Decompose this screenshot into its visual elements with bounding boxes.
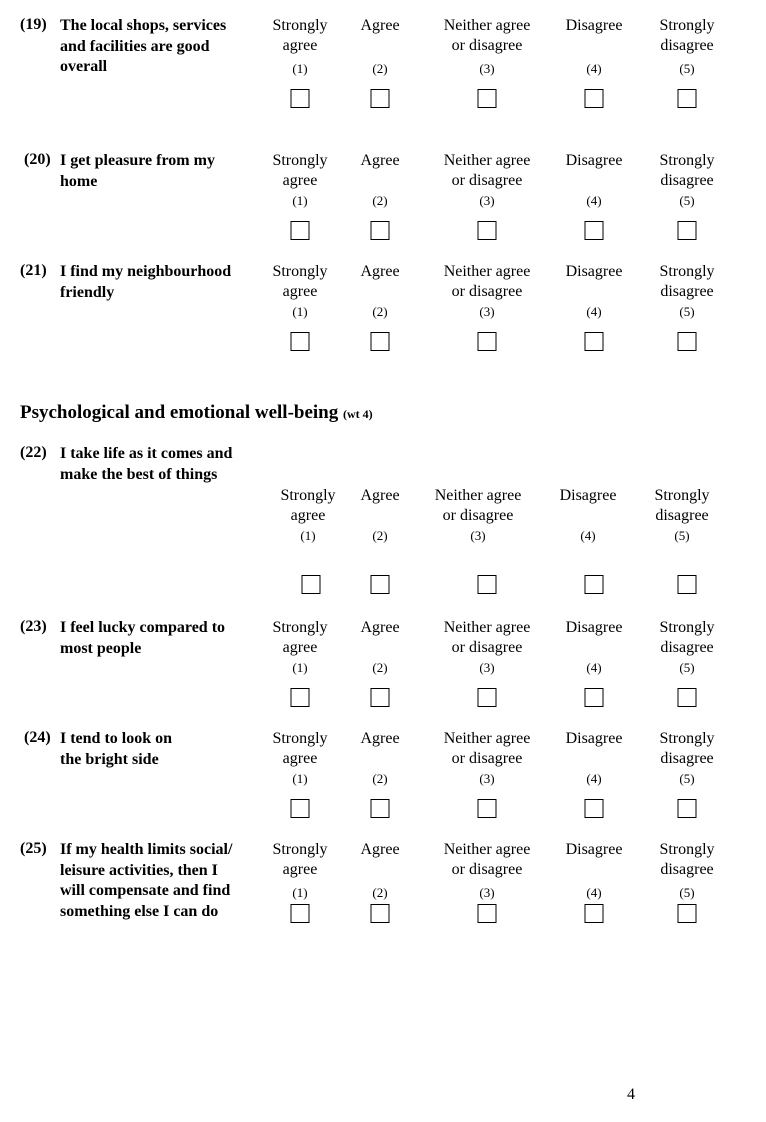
answer-checkbox[interactable] [585,89,604,108]
section-title [20,402,373,424]
scale-code: (4) [586,771,602,786]
scale-label: Strongly agree [280,487,336,524]
answer-checkbox[interactable] [478,221,497,240]
section-title-text: Psychological and emotional well-being [20,402,339,423]
scale-label: Neither agree or disagree [443,619,531,656]
scale-label: Neither agree or disagree [443,263,531,300]
scale-label: Neither agree or disagree [443,152,531,189]
scale-label: Agree [360,730,400,747]
scale-code: (4) [586,61,602,76]
scale-code: (1) [292,771,308,786]
question-text: I get pleasure from my home [60,152,215,190]
question-text: The local shops, services and facilities are good overall [60,17,227,75]
question-number: (21) [20,262,47,279]
answer-checkbox[interactable] [478,904,497,923]
scale-label: Neither agree or disagree [443,17,531,54]
scale-code: (1) [292,660,308,675]
question-number: (22) [20,444,47,461]
scale-code: (2) [372,660,388,675]
scale-label: Strongly agree [272,619,328,656]
scale-code: (3) [479,660,495,675]
answer-checkbox[interactable] [478,89,497,108]
scale-code: (2) [372,528,388,543]
answer-checkbox[interactable] [478,332,497,351]
scale-label: Disagree [565,263,623,280]
scale-label: Strongly disagree [659,17,715,54]
scale-label: Strongly agree [272,17,328,54]
answer-checkbox[interactable] [371,89,390,108]
scale-code: (3) [479,61,495,76]
scale-label: Disagree [565,841,623,858]
scale-label: Disagree [565,730,623,747]
scale-code: (1) [292,304,308,319]
scale-label: Agree [360,152,400,169]
answer-checkbox[interactable] [478,799,497,818]
scale-code: (1) [292,61,308,76]
section-weight: (wt 4) [343,407,373,421]
scale-code: (4) [580,528,596,543]
scale-label: Disagree [565,17,623,34]
scale-code: (4) [586,193,602,208]
answer-checkbox[interactable] [371,575,390,594]
scale-code: (1) [292,193,308,208]
page-number: 4 [627,1086,635,1103]
scale-code: (3) [479,885,495,900]
scale-label: Strongly disagree [659,619,715,656]
scale-label: Strongly agree [272,841,328,878]
answer-checkbox[interactable] [291,221,310,240]
scale-code: (5) [674,528,690,543]
answer-checkbox[interactable] [585,799,604,818]
answer-checkbox[interactable] [678,799,697,818]
scale-code: (5) [679,771,695,786]
answer-checkbox[interactable] [678,575,697,594]
question-number: (19) [20,16,47,33]
scale-label: Agree [360,619,400,636]
scale-label: Disagree [565,152,623,169]
scale-label: Strongly disagree [654,487,710,524]
scale-label: Strongly disagree [659,152,715,189]
scale-label: Strongly agree [272,263,328,300]
question-number: (23) [20,618,47,635]
scale-code: (3) [479,304,495,319]
answer-checkbox[interactable] [585,221,604,240]
scale-code: (5) [679,885,695,900]
answer-checkbox[interactable] [678,89,697,108]
scale-code: (1) [292,885,308,900]
scale-label: Strongly agree [272,730,328,767]
answer-checkbox[interactable] [678,332,697,351]
answer-checkbox[interactable] [478,575,497,594]
question-number: (24) [24,729,51,746]
scale-label: Disagree [565,619,623,636]
answer-checkbox[interactable] [678,688,697,707]
scale-code: (4) [586,885,602,900]
answer-checkbox[interactable] [371,221,390,240]
scale-label: Agree [360,841,400,858]
scale-code: (2) [372,193,388,208]
scale-label: Neither agree or disagree [434,487,522,524]
scale-label: Strongly disagree [659,730,715,767]
scale-label: Agree [360,487,400,504]
question-text: I find my neighbourhood friendly [60,263,232,301]
answer-checkbox[interactable] [478,688,497,707]
answer-checkbox[interactable] [371,688,390,707]
scale-code: (2) [372,61,388,76]
answer-checkbox[interactable] [371,904,390,923]
scale-label: Strongly agree [272,152,328,189]
question-text: I take life as it comes and make the best of things [60,445,233,483]
answer-checkbox[interactable] [291,904,310,923]
scale-code: (5) [679,193,695,208]
scale-code: (3) [470,528,486,543]
scale-code: (5) [679,660,695,675]
scale-label: Neither agree or disagree [443,841,531,878]
question-text: I tend to look on the bright side [60,730,173,768]
answer-checkbox[interactable] [678,221,697,240]
answer-checkbox[interactable] [291,332,310,351]
answer-checkbox[interactable] [302,575,321,594]
scale-code: (5) [679,304,695,319]
answer-checkbox[interactable] [291,799,310,818]
scale-label: Strongly disagree [659,263,715,300]
scale-code: (3) [479,193,495,208]
scale-label: Strongly disagree [659,841,715,878]
scale-label: Agree [360,17,400,34]
question-number: (20) [24,151,51,168]
scale-label: Disagree [559,487,617,504]
answer-checkbox[interactable] [678,904,697,923]
answer-checkbox[interactable] [291,89,310,108]
scale-code: (3) [479,771,495,786]
scale-code: (4) [586,660,602,675]
answer-checkbox[interactable] [371,799,390,818]
scale-code: (5) [679,61,695,76]
answer-checkbox[interactable] [585,332,604,351]
scale-label: Agree [360,263,400,280]
question-text: I feel lucky compared to most people [60,619,226,657]
scale-code: (1) [300,528,316,543]
scale-code: (2) [372,885,388,900]
question-number: (25) [20,840,47,857]
scale-code: (4) [586,304,602,319]
answer-checkbox[interactable] [585,688,604,707]
answer-checkbox[interactable] [585,575,604,594]
answer-checkbox[interactable] [371,332,390,351]
scale-code: (2) [372,304,388,319]
answer-checkbox[interactable] [585,904,604,923]
scale-label: Neither agree or disagree [443,730,531,767]
answer-checkbox[interactable] [291,688,310,707]
scale-code: (2) [372,771,388,786]
question-text: If my health limits social/ leisure activities, then I will compensate and find something else I can do [60,841,233,920]
